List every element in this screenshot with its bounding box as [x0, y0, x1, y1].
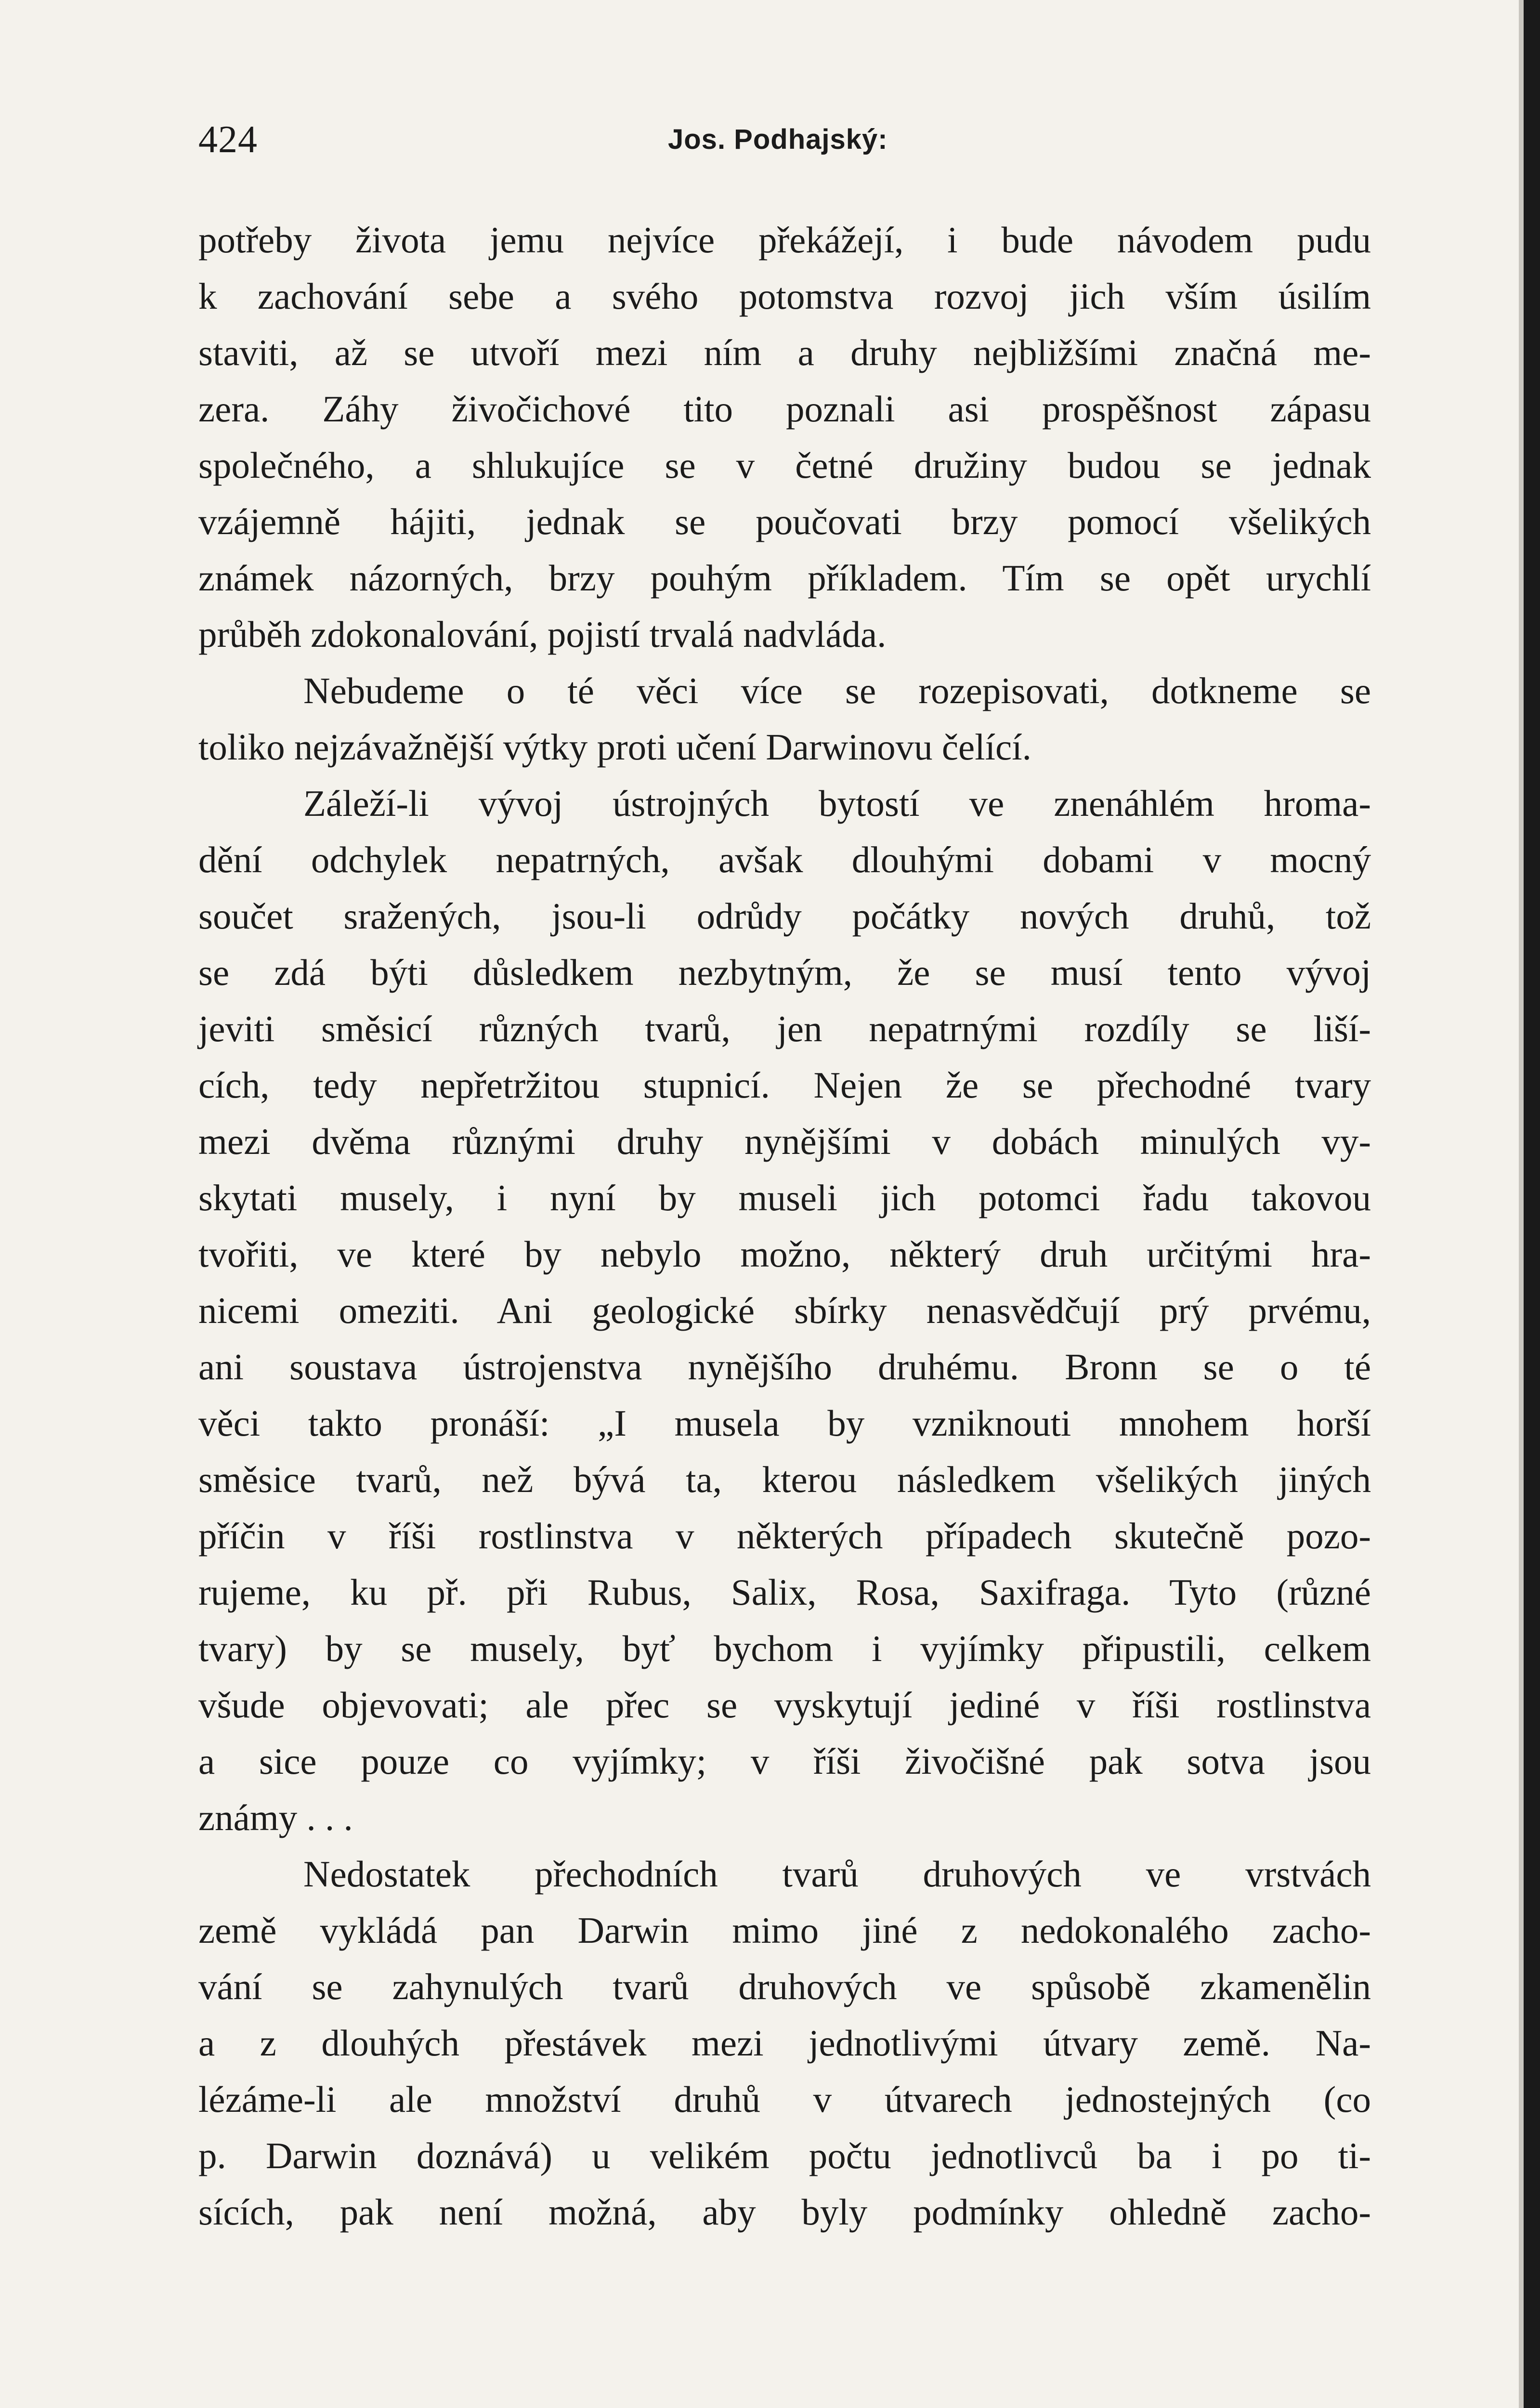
- text-line: lézáme-li ale množství druhů v útvarech jednostejných (co: [198, 2079, 1371, 2120]
- text-line: vzájemně hájiti, jednak se poučovati brzy pomocí všelikých: [198, 501, 1371, 542]
- text-line: rujeme, ku př. při Rubus, Salix, Rosa, Saxifraga. Tyto (různé: [198, 1571, 1371, 1613]
- page-edge-shadow: [1519, 0, 1524, 2408]
- text-line: k zachování sebe a svého potomstva rozvoj jich vším úsilím: [198, 275, 1371, 317]
- text-line: a sice pouze co vyjímky; v říši živočišné pak sotva jsou: [198, 1741, 1371, 1782]
- text-line: skytati musely, i nyní by museli jich potomci řadu takovou: [198, 1177, 1371, 1218]
- text-line: Nedostatek přechodních tvarů druhových ve vrstvách: [303, 1853, 1371, 1895]
- text-line: cích, tedy nepřetržitou stupnicí. Nejen že se přechodné tvary: [198, 1064, 1371, 1106]
- text-line: potřeby života jemu nejvíce překážejí, i bude návodem pudu: [198, 219, 1371, 261]
- page-header: [198, 113, 1373, 166]
- text-line: známek názorných, brzy pouhým příkladem. Tím se opět urychlí: [198, 557, 1371, 599]
- text-line: a z dlouhých přestávek mezi jednotlivými útvary země. Na-: [198, 2022, 1371, 2064]
- scan-border: [1524, 0, 1540, 2408]
- text-line: p. Darwin doznává) u velikém počtu jednotlivců ba i po ti-: [198, 2135, 1371, 2176]
- text-line: směsice tvarů, než bývá ta, kterou následkem všelikých jiných: [198, 1459, 1371, 1500]
- text-line: sících, pak není možná, aby byly podmínky ohledně zacho-: [198, 2191, 1371, 2233]
- text-line: země vykládá pan Darwin mimo jiné z nedokonalého zacho-: [198, 1910, 1371, 1951]
- text-line: známy . . .: [198, 1797, 353, 1838]
- text-line: toliko nejzávažnější výtky proti učení Darwinovu čelící.: [198, 726, 1031, 768]
- text-line: součet sražených, jsou-li odrůdy počátky nových druhů, tož: [198, 895, 1371, 937]
- text-line: Nebudeme o té věci více se rozepisovati, dotkneme se: [303, 670, 1371, 711]
- text-line: ani soustava ústrojenstva nynějšího druhému. Bronn se o té: [198, 1346, 1371, 1387]
- page-number: 424: [198, 118, 258, 161]
- text-line: tvary) by se musely, byť bychom i vyjímky připustili, celkem: [198, 1628, 1371, 1669]
- text-line: se zdá býti důsledkem nezbytným, že se musí tento vývoj: [198, 952, 1371, 993]
- text-line: nicemi omeziti. Ani geologické sbírky nenasvědčují prý prvému,: [198, 1290, 1371, 1331]
- running-head: Jos. Podhajský:: [668, 124, 888, 155]
- body-text: [198, 212, 1371, 2240]
- text-line: jeviti směsicí různých tvarů, jen nepatrnými rozdíly se liší-: [198, 1008, 1371, 1049]
- text-line: Záleží-li vývoj ústrojných bytostí ve znenáhlém hroma-: [303, 783, 1371, 824]
- text-line: společného, a shlukujíce se v četné družiny budou se jednak: [198, 445, 1371, 486]
- text-line: příčin v říši rostlinstva v některých případech skutečně pozo-: [198, 1515, 1371, 1557]
- text-line: věci takto pronáší: „I musela by vzniknouti mnohem horší: [198, 1402, 1371, 1444]
- text-line: dění odchylek nepatrných, avšak dlouhými dobami v mocný: [198, 839, 1371, 880]
- text-line: zera. Záhy živočichové tito poznali asi prospěšnost zápasu: [198, 388, 1371, 430]
- text-line: tvořiti, ve které by nebylo možno, některý druh určitými hra-: [198, 1233, 1371, 1275]
- text-line: mezi dvěma různými druhy nynějšími v dobách minulých vy-: [198, 1121, 1371, 1162]
- text-line: všude objevovati; ale přec se vyskytují jediné v říši rostlinstva: [198, 1684, 1371, 1726]
- text-line: průběh zdokonalování, pojistí trvalá nadvláda.: [198, 614, 887, 655]
- text-line: staviti, až se utvoří mezi ním a druhy nejbližšími značná me-: [198, 332, 1371, 373]
- text-line: vání se zahynulých tvarů druhových ve spůsobě zkamenělin: [198, 1966, 1371, 2007]
